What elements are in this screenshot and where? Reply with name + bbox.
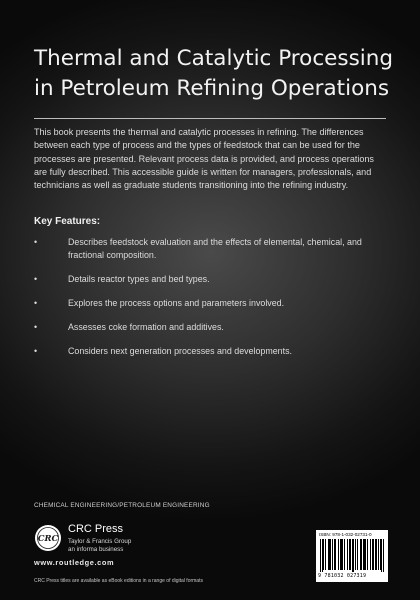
feature-item: • Assesses coke formation and additives. <box>34 321 374 334</box>
barcode-bar <box>378 539 379 570</box>
barcode-bar <box>349 539 350 570</box>
barcode-bar <box>372 539 373 570</box>
barcode-icon <box>320 539 384 572</box>
barcode-bar <box>367 539 368 570</box>
title-line-1: Thermal and Catalytic Processing <box>34 46 394 71</box>
barcode-bar <box>365 539 366 570</box>
book-title <box>34 44 394 104</box>
barcode-bar <box>361 539 362 570</box>
barcode-digits: 9 781032 027319 <box>318 573 367 579</box>
barcode-bar <box>320 539 321 572</box>
barcode-bar <box>332 539 333 570</box>
key-features-list <box>34 236 374 358</box>
barcode-bar <box>342 539 343 570</box>
barcode-bar <box>334 539 335 570</box>
publisher-group: Taylor & Francis Group <box>68 538 132 545</box>
crc-logo-text: CRC <box>37 534 59 545</box>
barcode-bar <box>370 539 371 570</box>
barcode-bar <box>363 539 364 570</box>
barcode-bar <box>376 539 377 570</box>
feature-item: • Considers next generation processes and developments. <box>34 345 374 358</box>
publisher-tagline: an informa business <box>68 546 124 553</box>
title-divider <box>34 118 386 119</box>
barcode-bar <box>329 539 330 570</box>
barcode-bar <box>330 539 331 570</box>
barcode-bar <box>360 539 361 570</box>
barcode-bar <box>357 539 358 570</box>
publisher-website[interactable]: www.routledge.com <box>34 558 115 567</box>
barcode-bar <box>373 539 374 570</box>
barcode-bar <box>353 539 354 572</box>
title-line-2: in Petroleum Refining Operations <box>34 76 390 101</box>
barcode-bar <box>341 539 342 570</box>
barcode-bar <box>344 539 345 570</box>
isbn-barcode <box>316 530 388 582</box>
isbn-number: ISBN: 978-1-032-02731-0 <box>319 532 372 537</box>
barcode-bar <box>364 539 365 570</box>
barcode-bar <box>335 539 336 570</box>
barcode-bar <box>323 539 324 570</box>
feature-item: • Explores the process options and parameters involved. <box>34 297 374 310</box>
key-features-heading: Key Features: <box>34 216 101 227</box>
crc-logo-icon <box>34 524 62 552</box>
barcode-bar <box>352 539 353 572</box>
feature-item: • Details reactor types and bed types. <box>34 273 374 286</box>
barcode-bar <box>325 539 326 570</box>
barcode-bar <box>355 539 356 570</box>
barcode-bar <box>375 539 376 570</box>
barcode-bar <box>322 539 323 572</box>
feature-item: • Describes feedstock evaluation and the effects of elemental, chemical, and fractional composition. <box>34 236 374 262</box>
subject-category: CHEMICAL ENGINEERING/PETROLEUM ENGINEERING <box>34 502 210 509</box>
barcode-bar <box>383 539 384 572</box>
barcode-bar <box>328 539 329 570</box>
barcode-bar <box>381 539 382 572</box>
barcode-bar <box>350 539 351 570</box>
ebook-note: CRC Press titles are available as eBook editions in a range of digital formats <box>34 578 203 584</box>
barcode-bar <box>338 539 339 570</box>
barcode-bar <box>347 539 348 570</box>
barcode-bar <box>340 539 341 570</box>
publisher-name: CRC Press <box>68 523 124 535</box>
book-description: This book presents the thermal and catalytic processes in refining. The differences between each type of process and the types of feedstock that can be used for the processes are presented. Relevant process data is provided, and process operations are fully described. This accessible guide is written for managers, professionals, and technicians as well as graduate students transitioning into the refining industry. <box>34 127 374 191</box>
barcode-bar <box>380 539 381 570</box>
